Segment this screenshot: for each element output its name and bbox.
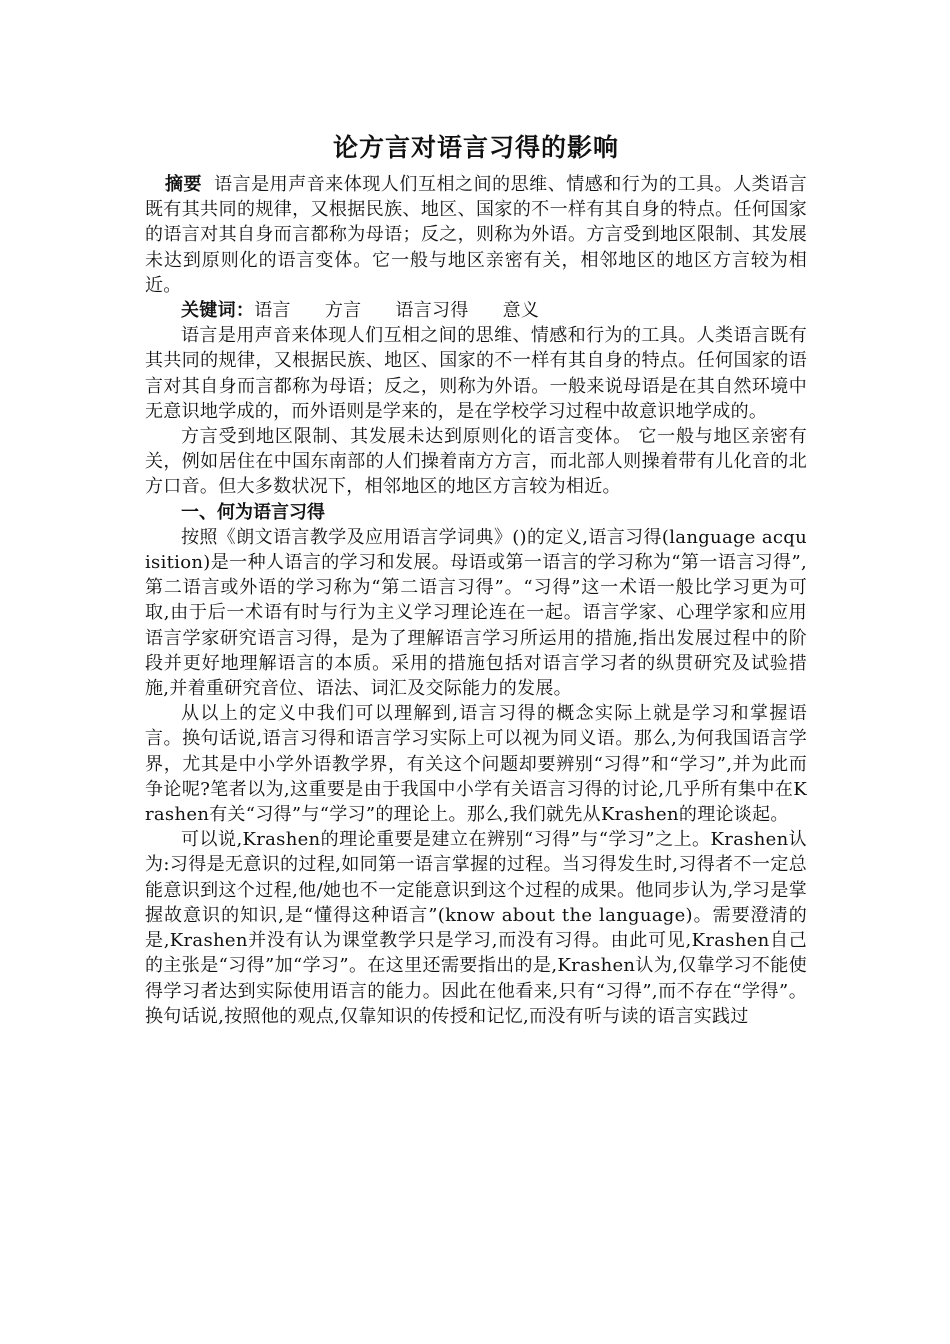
body-paragraph: 从以上的定义中我们可以理解到,语言习得的概念实际上就是学习和掌握语言。换句话说,语言习得和语言学习实际上可以视为同义语。那么,为何我国语言学界，尤其是中小学外语教学界，有关这个问题却要辨别“习得”和“学习”,并为此而争论呢?笔者以为,这重要是由于我国中小学有关语言习得的讨论,几乎所有集中在Krashen有关“习得”与“学习”的理论上。那么,我们就先从Krashen的理论谈起。	[145, 703, 807, 826]
section-heading: 一、何为语言习得	[181, 501, 325, 523]
document-title: 论方言对语言习得的影响	[332, 133, 619, 162]
keywords-label: 关键词：	[181, 300, 255, 322]
body-paragraph: 按照《朗文语言教学及应用语言学词典》()的定义,语言习得(language acquisition)是一种人语言的学习和发展。母语或第一语言的学习称为“第一语言习得”,第二语言或外语的学习称为“第二语言习得”。“习得”这一术语一般比学习更为可取,由于后一术语有时与行为主义学习理论连在一起。语言学家、心理学家和应用语言学家研究语言习得，是为了理解语言学习所运用的措施,指出发展过程中的阶段并更好地理解语言的本质。采用的措施包括对语言学习者的纵贯研究及试验措施,并着重研究音位、语法、词汇及交际能力的发展。	[145, 526, 807, 700]
body-paragraph: 语言是用声音来体现人们互相之间的思维、情感和行为的工具。人类语言既有其共同的规律，又根据民族、地区、国家的不一样有其自身的特点。任何国家的语言对其自身而言都称为母语；反之，则称为外语。一般来说母语是在其自然环境中无意识地学成的，而外语则是学来的，是在学校学习过程中故意识地学成的。	[145, 325, 807, 422]
abstract-paragraph	[145, 172, 807, 298]
abstract-label: 摘要	[165, 174, 203, 195]
keyword-item: 语言习得	[395, 300, 469, 322]
keywords-line	[145, 298, 807, 323]
body-paragraph: 可以说,Krashen的理论重要是建立在辨别“习得”与“学习”之上。Krashen认为:习得是无意识的过程,如同第一语言掌握的过程。当习得发生时,习得者不一定总能意识到这个过程,他/她也不一定能意识到这个过程的成果。他同步认为,学习是掌握故意识的知识,是“懂得这种语言”(know about the language)。需要澄清的是,Krashen并没有认为课堂教学只是学习,而没有习得。由此可见,Krashen自己的主张是“习得”加“学习”。在这里还需要指出的是,Krashen认为,仅靠学习不能使得学习者达到实际使用语言的能力。因此在他看来,只有“习得”,而不存在“学得”。换句话说,按照他的观点,仅靠知识的传授和记忆,而没有听与读的语言实践过	[145, 829, 807, 1027]
keyword-item: 方言	[324, 300, 362, 322]
abstract-text: 语言是用声音来体现人们互相之间的思维、情感和行为的工具。人类语言既有其共同的规律，又根据民族、地区、国家的不一样有其自身的特点。任何国家的语言对其自身而言都称为母语；反之，则称为外语。方言受到地区限制、其发展未达到原则化的语言变体。它一般与地区亲密有关，相邻地区的地区方言较为相近。	[145, 174, 807, 296]
body-paragraph: 方言受到地区限制、其发展未达到原则化的语言变体。 它一般与地区亲密有关，例如居住在中国东南部的人们操着南方方言，而北部人则操着带有儿化音的北方口音。但大多数状况下，相邻地区的地区方言较为相近。	[145, 426, 807, 498]
keyword-item: 意义	[502, 300, 540, 322]
keyword-item: 语言	[254, 300, 291, 322]
document-body	[145, 128, 807, 1029]
